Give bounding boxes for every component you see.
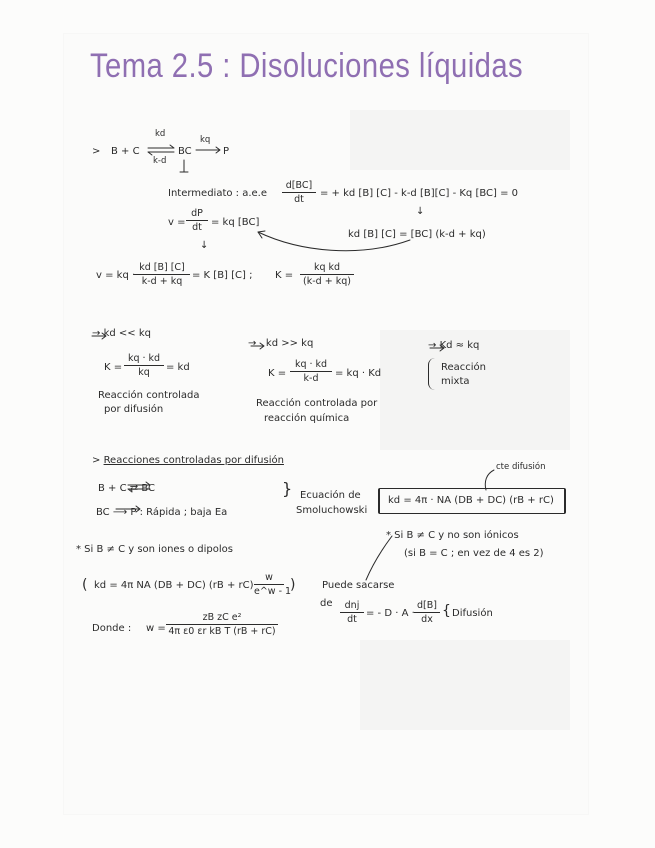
diffusion-brace-label2: Smoluchowski xyxy=(296,505,368,516)
derivative-denominator: dt xyxy=(294,194,304,205)
fick-middle: = - D · A · xyxy=(366,608,415,619)
fick-lhs-fraction xyxy=(340,600,364,625)
diffusion-heading-text: Reacciones controladas por difusión xyxy=(103,455,284,466)
diffusion-brace: } xyxy=(282,479,293,498)
diffusion-heading: > Reacciones controladas por difusión xyxy=(92,455,284,466)
diffusion-note-dipoles: * Si B ≠ C y son iones o dipolos xyxy=(76,544,233,555)
diffusion-brace-label1: Ecuación de xyxy=(300,490,361,501)
mechanism-reactants: B + C xyxy=(111,146,140,157)
rate-v-label: v = xyxy=(168,217,186,228)
w-equals: w = xyxy=(146,623,166,634)
case1-condition-text: kd << kq xyxy=(103,328,151,339)
smoluchowski-formula: kd = 4π · NA (DB + DC) (rB + rC) xyxy=(388,495,554,506)
rate-rhs: = kq [BC] xyxy=(211,217,260,228)
case3-note-line1: Reacción xyxy=(441,362,487,373)
bullet-arrow: > xyxy=(92,146,101,157)
case1-condition: → kd << kq xyxy=(92,328,151,339)
w-fraction xyxy=(254,572,292,597)
intermediate-rhs: = + kd [B] [C] - k-d [B][C] - Kq [BC] = 0 xyxy=(320,188,519,199)
case3-condition: → Kd ≈ kq xyxy=(428,340,480,351)
down-arrow: ↓ xyxy=(416,206,425,217)
case2-k-label: K = xyxy=(268,368,287,379)
mechanism-kd-label: kd xyxy=(155,129,166,139)
case2-note-line2: reacción química xyxy=(264,413,350,424)
mechanism-product: P xyxy=(223,146,230,157)
fick-gradient-denominator: dx xyxy=(421,614,433,625)
rate-denominator: dt xyxy=(192,222,202,233)
donde-label: Donde : xyxy=(92,623,132,634)
rate2-denominator: k-d + kq xyxy=(141,276,183,287)
case2-denominator: k-d xyxy=(303,373,319,384)
bleed-through-shadow xyxy=(350,110,570,170)
derivative-numerator: d[BC] xyxy=(282,180,316,193)
case1-rhs: = kd xyxy=(166,362,190,373)
case1-numerator: kq · kd xyxy=(124,353,164,366)
diffusion-eq2: BC ⟶ P : Rápida ; baja Ea xyxy=(96,507,228,518)
rate2-mid: = K [B] [C] ; xyxy=(192,270,253,281)
intermediate-label: Intermediato : a.e.e xyxy=(168,188,267,199)
down-arrow-2: ↓ xyxy=(200,240,209,251)
puede-sacarse-line2: de xyxy=(320,598,333,609)
case1-fraction xyxy=(124,353,164,378)
mechanism-kminusd-label: k-d xyxy=(153,156,167,166)
case3-bracket xyxy=(428,358,435,390)
w-definition-numerator: zB zC e² xyxy=(166,612,278,625)
diffusion-note-same-species: (si B = C ; en vez de 4 es 2) xyxy=(404,548,544,559)
page-title: Tema 2.5 : Disoluciones líquidas xyxy=(90,47,524,85)
rate2-k-label: K = xyxy=(275,270,294,281)
case1-denominator: kq xyxy=(138,367,150,378)
case2-condition-text: kd >> kq xyxy=(265,338,314,349)
fick-gradient-numerator: d[B] xyxy=(414,600,440,613)
case1-note-line2: por difusión xyxy=(104,404,164,415)
case1-k-label: K = xyxy=(104,362,123,373)
kd-ion-formula: kd = 4π NA (DB + DC) (rB + rC) xyxy=(94,580,254,591)
case2-condition: → kd >> kq xyxy=(248,338,314,349)
case2-fraction xyxy=(290,359,332,384)
mechanism-kq-label: kq xyxy=(200,135,211,145)
w-numerator: w xyxy=(254,572,284,585)
rate-numerator: dP xyxy=(186,208,208,221)
case3-note-line2: mixta xyxy=(441,376,470,387)
bleed-through-shadow xyxy=(360,640,570,730)
fick-lhs-numerator: dnj xyxy=(340,600,364,613)
puede-sacarse-line1: Puede sacarse xyxy=(322,580,395,591)
rate-derivative xyxy=(186,208,208,233)
rate2-numerator: kd [B] [C] xyxy=(134,262,190,275)
case1-note-line1: Reacción controlada xyxy=(98,390,200,401)
rate2-k-fraction xyxy=(300,262,354,287)
rate2-k-denominator: (k-d + kq) xyxy=(303,276,351,287)
case2-rhs: = kq · Kd xyxy=(335,368,382,379)
diffusion-coefficient-note: cte difusión xyxy=(496,462,546,472)
fick-brace: { xyxy=(442,603,451,619)
rate2-k-numerator: kq kd xyxy=(300,262,354,275)
w-definition-denominator: 4π ε0 εr kB T (rB + rC) xyxy=(168,626,276,637)
fick-lhs-denominator: dt xyxy=(347,614,357,625)
case3-condition-text: Kd ≈ kq xyxy=(439,340,480,351)
fick-label: Difusión xyxy=(452,608,493,619)
w-denominator: e^w - 1 xyxy=(254,586,292,597)
diffusion-eq1: B + C ⇄ BC xyxy=(98,483,155,494)
rate2-v-label: v = kq · xyxy=(96,270,136,281)
intermediate-result: kd [B] [C] = [BC] (k-d + kq) xyxy=(348,229,486,240)
w-definition-fraction xyxy=(166,612,278,637)
kd-ion-open-paren: ( xyxy=(82,577,88,593)
case2-numerator: kq · kd xyxy=(290,359,332,372)
case2-note-line1: Reacción controlada por xyxy=(256,398,378,409)
mechanism-complex: BC xyxy=(178,146,192,157)
diffusion-note-nonionic: * Si B ≠ C y no son iónicos xyxy=(386,530,519,541)
kd-ion-close-paren: ) xyxy=(290,577,296,593)
intermediate-derivative xyxy=(282,180,316,205)
fick-gradient-fraction xyxy=(414,600,440,625)
rate2-fraction xyxy=(134,262,190,287)
